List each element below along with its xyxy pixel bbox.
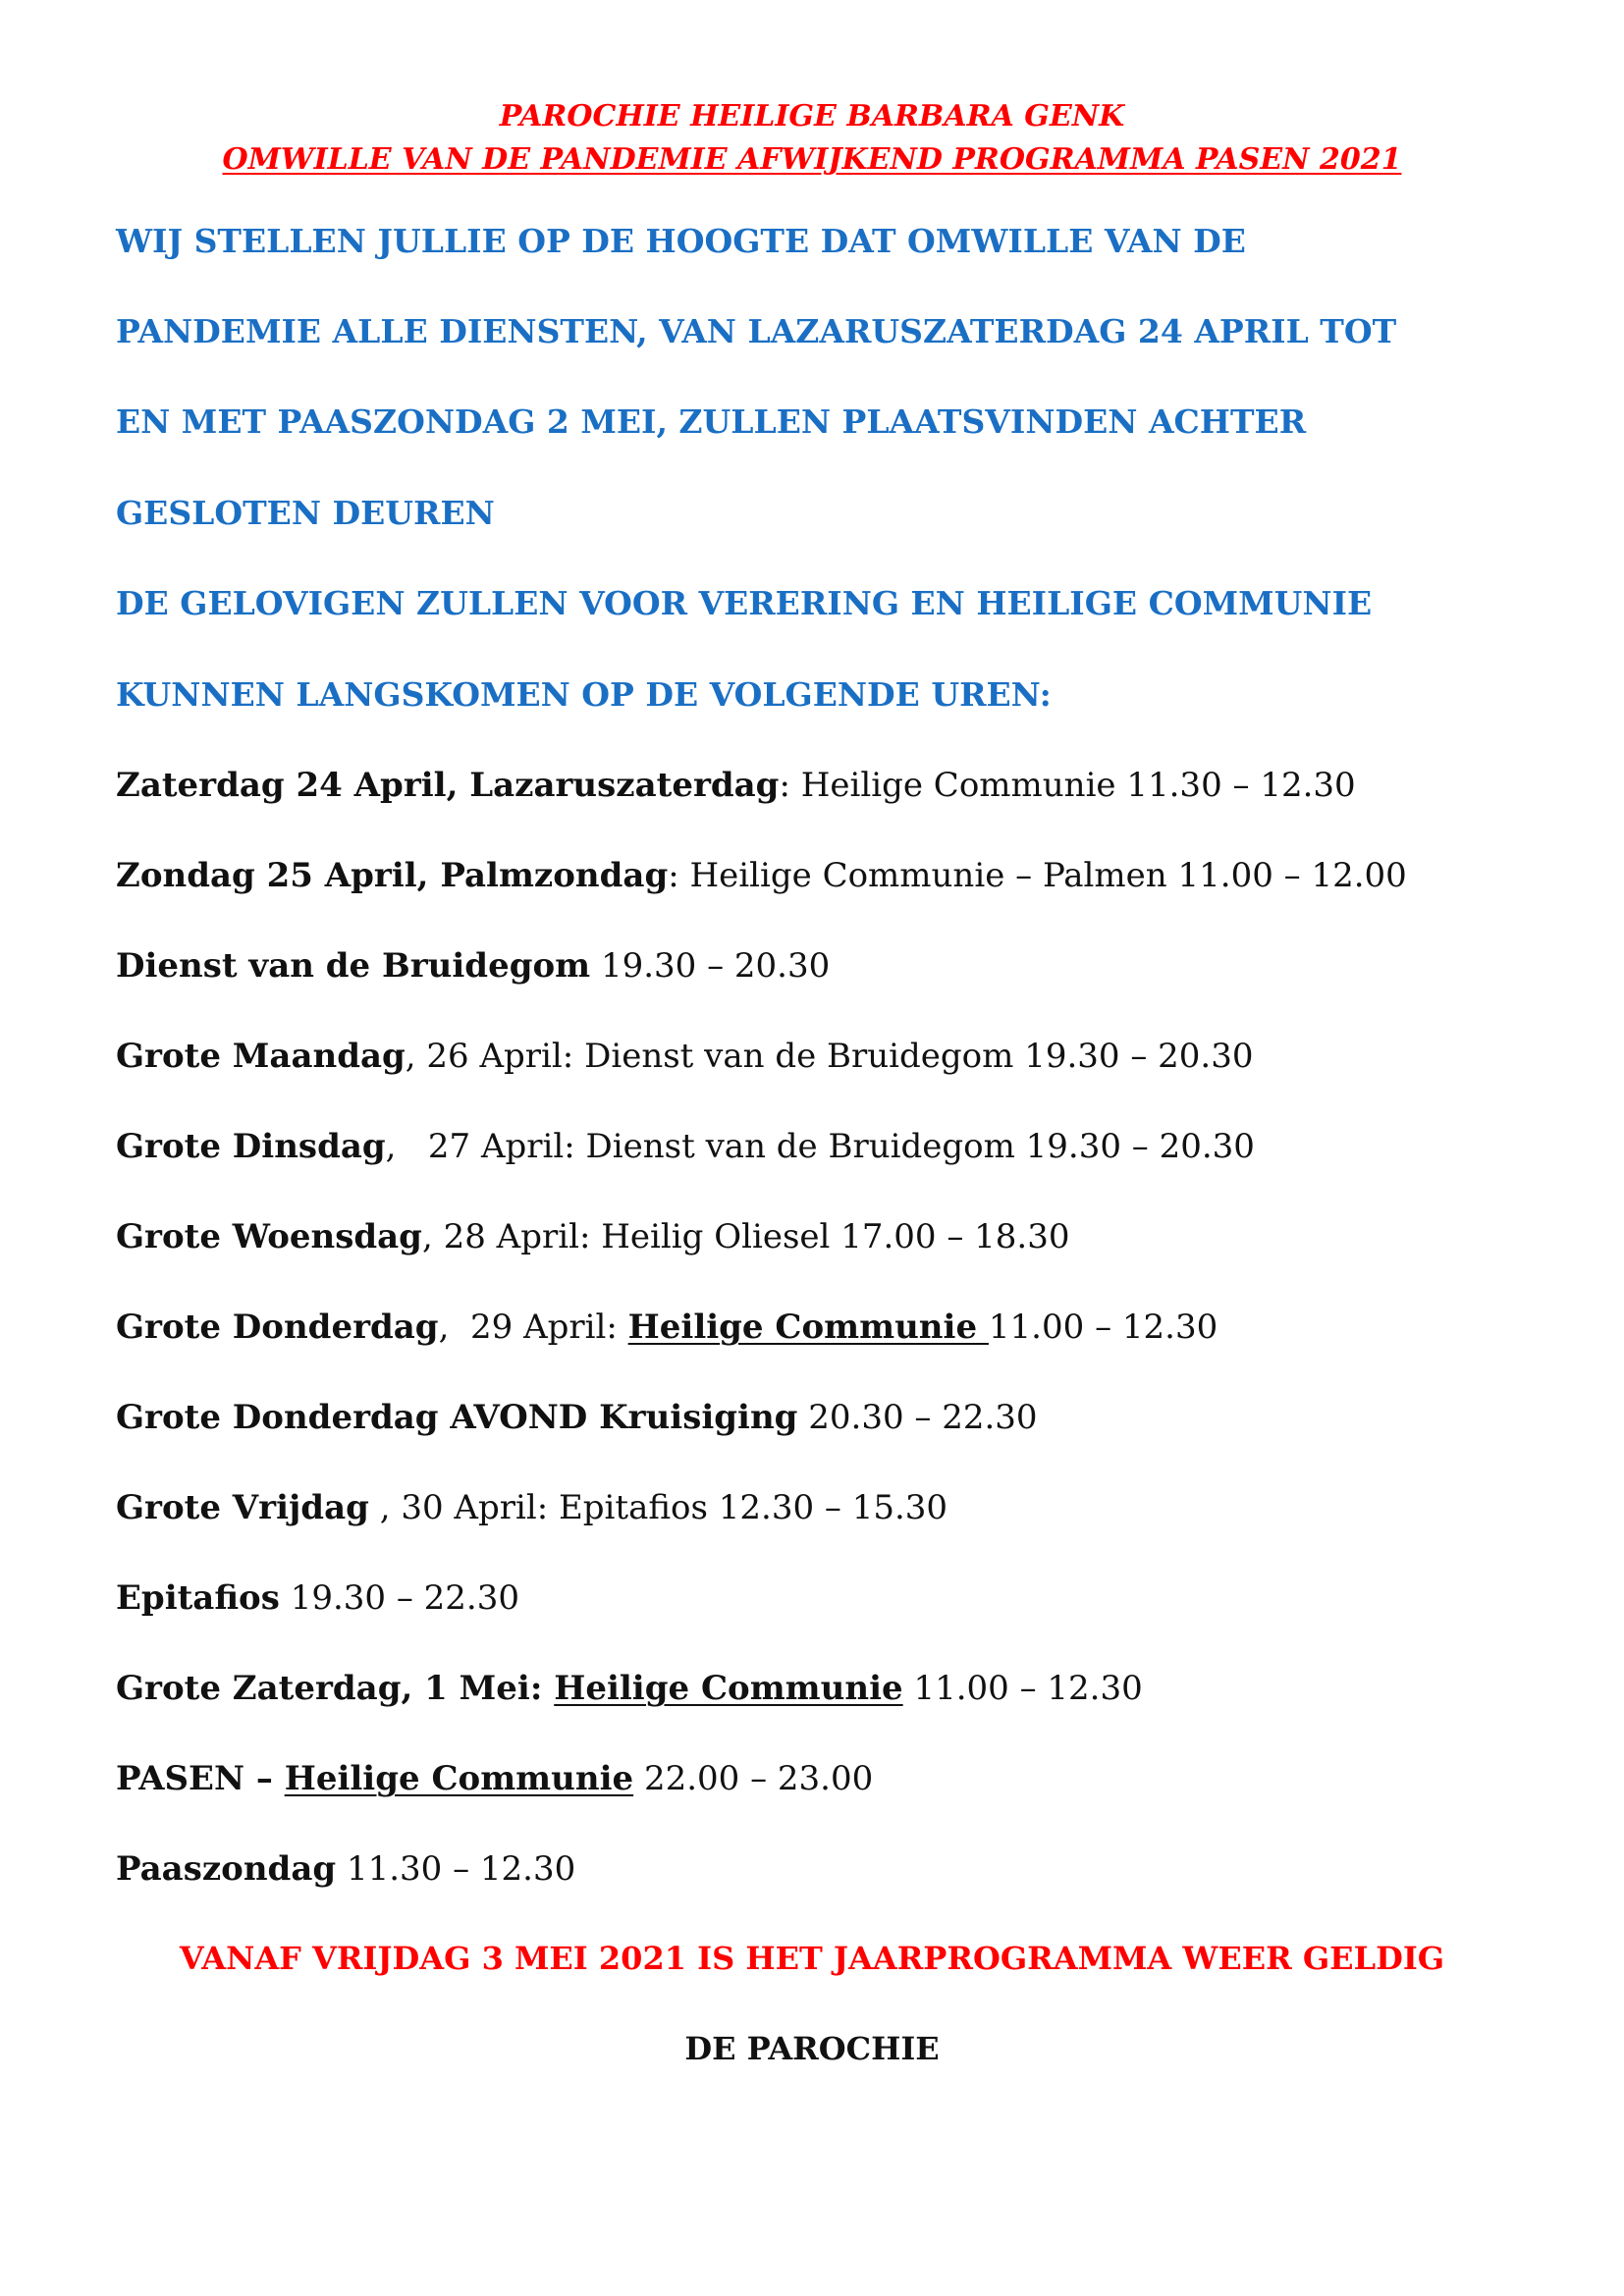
schedule-detail: , 30 April: Epitafios 12.30 – 15.30 bbox=[368, 1488, 948, 1527]
schedule-item bbox=[116, 1487, 947, 1528]
schedule-item bbox=[116, 765, 1356, 806]
intro-line: PANDEMIE ALLE DIENSTEN, VAN LAZARUSZATERDAG 24 APRIL TOT bbox=[116, 312, 1397, 350]
schedule-day: PASEN – bbox=[116, 1759, 285, 1798]
header-parish-name: PAROCHIE HEILIGE BARBARA GENK bbox=[499, 99, 1125, 133]
schedule-day: Dienst van de Bruidegom bbox=[116, 946, 591, 986]
schedule-highlight: Heilige Communie bbox=[284, 1759, 634, 1798]
intro-line: DE GELOVIGEN ZULLEN VOOR VERERING EN HEILIGE COMMUNIE bbox=[116, 584, 1373, 622]
signature: DE PAROCHIE bbox=[684, 2030, 940, 2067]
schedule-day: Grote Donderdag bbox=[116, 1308, 439, 1347]
header-subtitle-text: OMWILLE VAN DE PANDEMIE AFWIJKEND PROGRAMMA PASEN 2021 bbox=[222, 142, 1402, 177]
schedule-day: Epitafios bbox=[116, 1578, 280, 1618]
schedule-detail: 19.30 – 20.30 bbox=[590, 946, 831, 986]
header-subtitle bbox=[0, 142, 1624, 178]
intro-line: WIJ STELLEN JULLIE OP DE HOOGTE DAT OMWILLE VAN DE bbox=[116, 222, 1246, 260]
schedule-day: Grote Dinsdag bbox=[116, 1127, 386, 1166]
schedule-highlight: Heilige Communie bbox=[554, 1669, 903, 1708]
schedule-item bbox=[116, 1758, 873, 1799]
schedule-detail: 11.30 – 12.30 bbox=[336, 1849, 576, 1889]
schedule-item bbox=[116, 1848, 575, 1890]
intro-line: GESLOTEN DEUREN bbox=[116, 494, 495, 532]
schedule-time: 11.00 – 12.30 bbox=[988, 1308, 1218, 1347]
schedule-day: Grote Donderdag AVOND Kruisiging bbox=[116, 1398, 798, 1437]
schedule-detail: : Heilige Communie 11.30 – 12.30 bbox=[779, 766, 1356, 805]
schedule-detail: , 28 April: Heilig Oliesel 17.00 – 18.30 bbox=[421, 1217, 1070, 1256]
schedule-day: Zaterdag 24 April, Lazaruszaterdag bbox=[116, 766, 780, 805]
schedule-day: Grote Zaterdag, 1 Mei: bbox=[116, 1669, 555, 1708]
intro-line: KUNNEN LANGSKOMEN OP DE VOLGENDE UREN: bbox=[116, 675, 1052, 714]
schedule-item bbox=[116, 1126, 1255, 1167]
schedule-time: 11.00 – 12.30 bbox=[902, 1669, 1143, 1708]
schedule-day: Grote Woensdag bbox=[116, 1217, 422, 1256]
schedule-detail: : Heilige Communie – Palmen 11.00 – 12.00 bbox=[668, 856, 1407, 895]
schedule-item bbox=[116, 945, 830, 987]
schedule-day: Paaszondag bbox=[116, 1849, 337, 1889]
schedule-detail: 20.30 – 22.30 bbox=[797, 1398, 1038, 1437]
schedule-day: Grote Maandag bbox=[116, 1037, 406, 1076]
schedule-detail: 19.30 – 22.30 bbox=[279, 1578, 519, 1618]
schedule-highlight: Heilige Communie bbox=[627, 1308, 989, 1347]
schedule-detail: , 26 April: Dienst van de Bruidegom 19.30 – 20.30 bbox=[405, 1037, 1254, 1076]
schedule-item bbox=[116, 1577, 519, 1619]
schedule-item bbox=[116, 1397, 1038, 1438]
schedule-item bbox=[116, 1216, 1069, 1257]
schedule-item bbox=[116, 1668, 1143, 1709]
schedule-day: Grote Vrijdag bbox=[116, 1488, 369, 1527]
schedule-time: 22.00 – 23.00 bbox=[633, 1759, 874, 1798]
intro-line: EN MET PAASZONDAG 2 MEI, ZULLEN PLAATSVINDEN ACHTER bbox=[116, 402, 1307, 441]
schedule-item bbox=[116, 1307, 1218, 1348]
schedule-item bbox=[116, 855, 1407, 896]
schedule-item bbox=[116, 1036, 1253, 1077]
closing-notice: VANAF VRIJDAG 3 MEI 2021 IS HET JAARPROGRAMMA WEER GELDIG bbox=[179, 1940, 1445, 1977]
schedule-detail: , 29 April: bbox=[438, 1308, 628, 1347]
schedule-day: Zondag 25 April, Palmzondag bbox=[116, 856, 669, 895]
schedule-detail: , 27 April: Dienst van de Bruidegom 19.30 – 20.30 bbox=[385, 1127, 1255, 1166]
